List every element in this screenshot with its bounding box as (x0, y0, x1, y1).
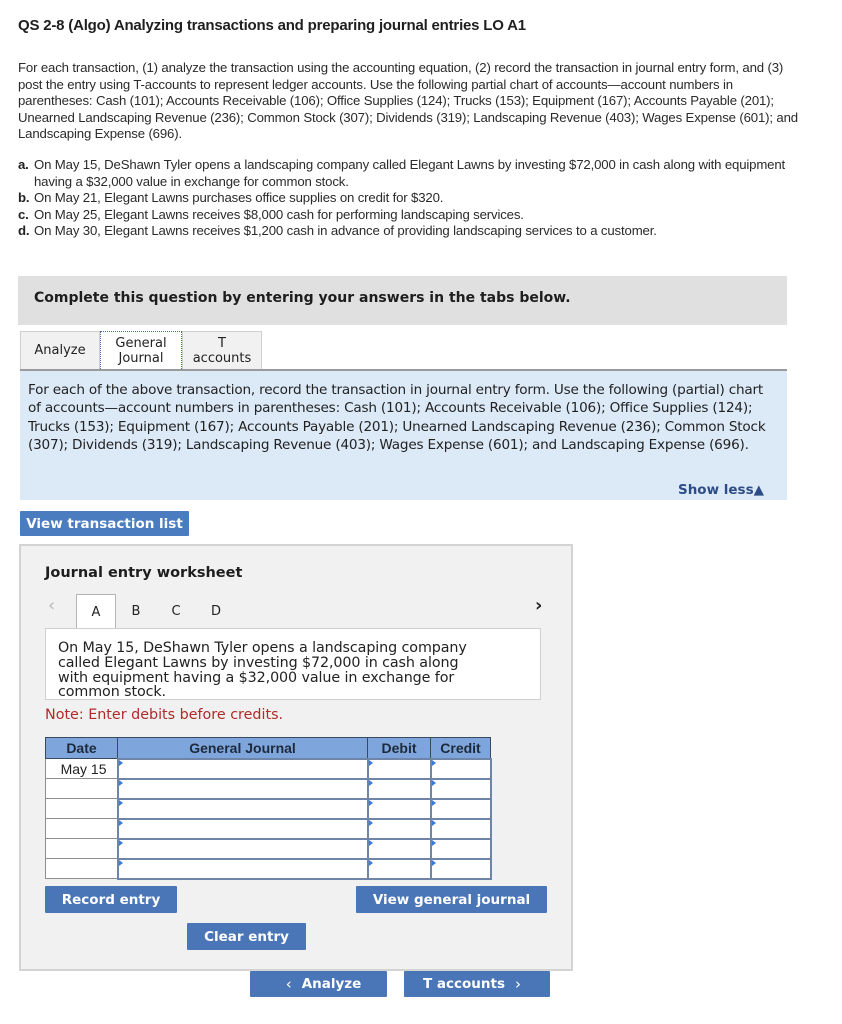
tab-t-accounts[interactable] (182, 331, 262, 369)
view-transaction-list-button[interactable]: View transaction list (20, 511, 189, 536)
complete-question-text: Complete this question by entering your answers in the tabs below. (34, 290, 571, 306)
debit-cell[interactable] (368, 799, 431, 819)
credit-input[interactable] (432, 819, 490, 837)
instructions-panel (20, 371, 787, 500)
transaction-label: c. (18, 206, 29, 222)
next-tab-t-accounts-button[interactable] (404, 971, 550, 997)
entry-tabs (76, 594, 236, 629)
journal-header-row (46, 738, 491, 759)
chevron-right-icon[interactable]: › (535, 595, 543, 616)
instructions-text: For each of the above transaction, record the transaction in journal entry form. Use the following (partial) chart of accounts—account numbers in parentheses: Cash (101); Accounts Receivable (106); Office Supplies (124); Trucks (153); Equipment (167); Accounts Payable (201); Unearned Landscaping Revenue (236); Common Stock (307); Dividends (319); Landscaping Revenue (403); Wages Expense (601); and Landscaping Expense (696). (28, 382, 766, 454)
account-input[interactable] (119, 799, 367, 817)
entry-tab-d[interactable]: D (210, 603, 221, 619)
date-cell (46, 819, 118, 839)
entry-tab-c[interactable]: C (171, 603, 181, 619)
transaction-item (18, 157, 818, 190)
show-less-link[interactable]: Show less▲ (677, 482, 764, 498)
transaction-text: On May 30, Elegant Lawns receives $1,200 cash in advance of providing landscaping services to a customer. (34, 223, 657, 239)
credit-cell[interactable] (431, 799, 491, 819)
column-header-credit: Credit (431, 738, 491, 759)
account-input[interactable] (119, 839, 367, 857)
page-title: QS 2-8 (Algo) Analyzing transactions and preparing journal entries LO A1 (18, 17, 526, 34)
tab-t-accounts-label: T accounts (192, 335, 252, 366)
transaction-description-box (45, 628, 541, 700)
debit-input[interactable] (369, 779, 430, 797)
column-header-date: Date (46, 738, 118, 759)
account-input[interactable] (119, 759, 367, 777)
worksheet-title: Journal entry worksheet (45, 565, 243, 581)
prev-tab-analyze-button[interactable] (250, 971, 387, 997)
credit-cell[interactable] (431, 779, 491, 799)
column-header-debit: Debit (368, 738, 431, 759)
date-cell (46, 799, 118, 819)
transaction-label: d. (18, 223, 30, 239)
account-cell[interactable] (118, 799, 368, 819)
debit-input[interactable] (369, 819, 430, 837)
credit-input[interactable] (432, 759, 490, 777)
transaction-description: On May 15, DeShawn Tyler opens a landscaping company called Elegant Lawns by investing $72,000 in cash along with equipment having a $32,000 value in exchange for common stock. (58, 640, 467, 700)
date-cell (46, 839, 118, 859)
transaction-item (18, 207, 818, 224)
table-row (46, 839, 491, 859)
tab-general-journal[interactable] (100, 331, 182, 369)
transaction-text: On May 15, DeShawn Tyler opens a landscaping company called Elegant Lawns by investing $72,000 in cash along with equipment having a $32,000 value in exchange for common stock. (34, 157, 786, 189)
transaction-text: On May 21, Elegant Lawns purchases office supplies on credit for $320. (34, 190, 444, 206)
account-input[interactable] (119, 819, 367, 837)
credit-cell[interactable] (431, 839, 491, 859)
credit-input[interactable] (432, 859, 490, 877)
transaction-item (18, 223, 818, 240)
account-input[interactable] (119, 859, 367, 877)
account-input[interactable] (119, 779, 367, 797)
record-entry-button[interactable]: Record entry (45, 886, 177, 913)
credit-cell[interactable] (431, 859, 491, 879)
account-cell[interactable] (118, 859, 368, 879)
debit-input[interactable] (369, 799, 430, 817)
tab-general-journal-label: General Journal (115, 335, 167, 366)
transaction-item (18, 190, 818, 207)
debit-cell[interactable] (368, 759, 431, 779)
transaction-label: b. (18, 190, 30, 206)
account-cell[interactable] (118, 759, 368, 779)
next-tab-label: T accounts (422, 976, 505, 992)
credit-input[interactable] (432, 799, 490, 817)
debit-input[interactable] (369, 759, 430, 777)
entry-tab-b[interactable]: B (131, 603, 141, 619)
clear-entry-button[interactable]: Clear entry (187, 923, 306, 950)
credit-input[interactable] (432, 779, 490, 797)
journal-table (45, 737, 492, 880)
debit-cell[interactable] (368, 779, 431, 799)
debit-cell[interactable] (368, 859, 431, 879)
entry-tab-a[interactable]: A (76, 594, 116, 629)
debit-cell[interactable] (368, 819, 431, 839)
date-cell (46, 859, 118, 879)
debit-input[interactable] (369, 859, 430, 877)
account-cell[interactable] (118, 819, 368, 839)
date-cell: May 15 (46, 759, 118, 779)
debit-input[interactable] (369, 839, 430, 857)
transaction-list (18, 157, 818, 240)
table-row (46, 799, 491, 819)
date-cell (46, 779, 118, 799)
transaction-label: a. (18, 157, 29, 172)
credit-input[interactable] (432, 839, 490, 857)
table-row (46, 819, 491, 839)
chevron-left-icon: ‹ (285, 975, 292, 993)
table-row (46, 859, 491, 879)
question-tabs (20, 331, 262, 369)
credit-cell[interactable] (431, 759, 491, 779)
account-cell[interactable] (118, 779, 368, 799)
prev-tab-label: Analyze (301, 976, 362, 992)
view-general-journal-button[interactable]: View general journal (356, 886, 547, 913)
column-header-general-journal: General Journal (118, 738, 368, 759)
intro-paragraph: For each transaction, (1) analyze the transaction using the accounting equation, (2) record the transaction in journal entry form, and (3) post the entry using T-accounts to represent ledger accounts. Use the following partial chart of accounts—account numbers in parentheses: Cash (101); Accounts Receivable (106); Office Supplies (124); Trucks (153); Equipment (167); Accounts Payable (201); Unearned Landscaping Revenue (236); Common Stock (307); Dividends (319); Landscaping Revenue (403); Wages Expense (601); and Landscaping Expense (696). (18, 60, 798, 142)
complete-question-banner (18, 276, 787, 325)
credit-cell[interactable] (431, 819, 491, 839)
chevron-right-icon: › (515, 975, 521, 993)
table-row (46, 759, 491, 779)
tab-analyze[interactable]: Analyze (20, 331, 100, 369)
chevron-left-icon[interactable]: ‹ (48, 595, 56, 616)
debit-cell[interactable] (368, 839, 431, 859)
debit-credit-note: Note: Enter debits before credits. (45, 707, 284, 723)
account-cell[interactable] (118, 839, 368, 859)
table-row (46, 779, 491, 799)
transaction-text: On May 25, Elegant Lawns receives $8,000 cash for performing landscaping services. (34, 206, 524, 222)
